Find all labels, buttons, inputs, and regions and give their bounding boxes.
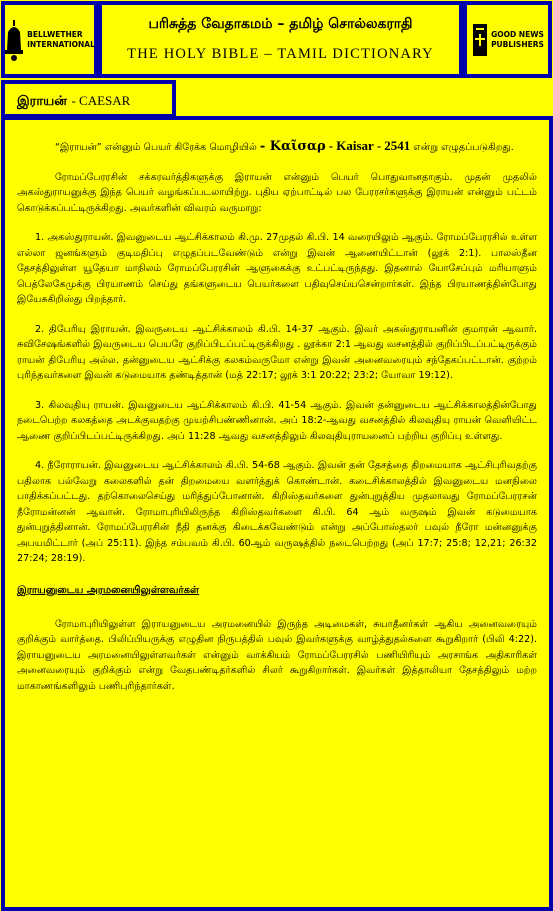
entry-body [1, 116, 553, 911]
book-icon [471, 20, 489, 60]
title-banner [98, 1, 463, 78]
logo-right-line2: PUBLISHERS [491, 39, 544, 49]
list-item-nero: 4. நீரோராயன். இவனுடைய ஆட்சிக்காலம் கி.பி. 54-68 ஆகும். இவன் தன் தேசத்தை திறமையாக ஆட்சிபுரிவதற்கு பதிலாக பல்வேறு கலைகளில் தன் திறமையை வளர்த்துக் கொண்டான். கடைசிக்காலத்தில் இவனுடைய மனநிலை பாதிக்கப்பட்டது. தற்கொலைசெய்து மரித்துப்போனான். கிறிஸ்தவர்களை துன்புறுத்திய முதலாவது ரோமப்பேரரசன் நீரோமன்னன் ஆவான். ரோமாபுரியிலிருந்த கிறிஸ்தவர்களை கி.பி. 64 ஆம் வருஷம் இவன் கடுமையாக துன்புறுத்தினான். ரோமப்பேரரசின் நீதி தனக்கு கிடைக்கவேண்டும் என்று அப்போஸ்தலர் பவுல் நீரோ மன்னனுக்கு அபயமிட்டார் (அப் 25:11). இந்த சம்பவம் கி.பி. 60ஆம் வருஷத்தில் நடைபெற்றது (அப் 17:7; 25:8; 12,21; 26:32 27:24; 28:19). [17, 460, 537, 564]
overview-paragraph: ரோமப்பேரரசின் சக்கரவர்த்திகளுக்கு இராயன் என்னும் பெயர் பொதுவானதாகும். முதன் முதலில் அகஸ்துராயனுக்கு இந்த பெயர் வழங்கப்படலாயிற்று. புதிய ஏற்பாட்டில் பல பேரரசர்களுக்கு இராயன் என்னும் பட்டம் கொடுக்கப்பட்டிருக்கிறது. அவர்களின் விவரம் வருமாறு: [17, 171, 537, 214]
bellwether-logo [1, 1, 98, 78]
list-item-augustus: 1. அகஸ்துராயன். இவனுடைய ஆட்சிக்காலம் கி.மு. 27முதல் கி.பி. 14 வரையிலும் ஆகும். ரோமப்பேரரசில் உள்ள எல்லா ஜனங்களும் குடிமதிப்பு எழுதப்படவேண்டும் என்று இவன் ஆணையிட்டான் (லூக் 2:1). பாலஸ்தீன தேசத்திலுள்ள யூதேயா மாநிலம் ரோமப்பேரரசின் ஆளுகைக்கு உட்பட்டிருந்தது. இதனால் யோசேப்பும் மரியாளும் பெத்லேகேமுக்கு பிரயாணம் செய்து தங்களுடைய பெயர்களை பதிவுசெய்யசென்றார்கள். இந்த பிரயாணத்தின்போது இயேசுகிறிஸ்து பிறந்தார். [17, 232, 537, 305]
entry-heading-box [1, 80, 176, 118]
entry-heading-english: - CAESAR [71, 93, 131, 108]
list-item-claudius: 3. கிலவுதியு ராயன். இவனுடைய ஆட்சிக்காலம் கி.பி. 41-54 ஆகும். இவன் தன்னுடைய ஆட்சிக்காலத்தின்போது நடைபெற்ற கலகத்தை அடக்குவதற்கு முயற்சிபண்ணினான். அப் 18:2-ஆவது வசனத்தில் கிலவுதியு ராயன் வெளியிட்ட ஆணை குறிப்பிடப்பட்டிருக்கிறது. அப் 11:28 ஆவது வசனத்திலும் கிலவுதியுராயனைப் பற்றிய குறிப்பு உள்ளது. [17, 399, 537, 442]
intro-pre: “இராயன்” என்னும் பெயர் கிரேக்க மொழியில் [55, 142, 257, 153]
strongs-number: 2541 [384, 138, 411, 153]
intro-paragraph [17, 138, 537, 156]
good-news-logo [463, 1, 552, 78]
title-english: THE HOLY BIBLE – TAMIL DICTIONARY [127, 46, 434, 62]
list-item-tiberius: 2. திபேரியு இராயன். இவருடைய ஆட்சிக்காலம் கி.பி. 14-37 ஆகும். இவர் அகஸ்துராயனின் குமாரன் ஆவார். சுவிசேஷங்களில் இவருடைய பெயரே குறிப்பிடப்பட்டிருக்கிறது . லூக்கா 2:1 ஆவது வசனத்தில் குறிப்பிடப்பட்டிருக்கும் ராயன் திபேரியு அல்ல. தன்னுடைய ஆட்சிக்கு கலகம்வருமோ என்று இவன் அனைவரையும் சந்தேகப்பட்டான். குற்றம் புரிந்தவர்களை இவன் கடுமையாக தண்டித்தான் (மத் 22:17; லூக் 3:1 20:22; 23:2; யோவா 19:12). [17, 323, 537, 381]
logo-right-line1: GOOD NEWS [491, 29, 544, 39]
intro-post: என்று எழுதப்படுகிறது. [413, 142, 514, 153]
title-tamil: பரிசுத்த வேதாகமம் – தமிழ் சொல்லகராதி [148, 16, 413, 32]
logo-left-line1: BELLWETHER [27, 29, 83, 39]
transliteration: - Kaisar - [328, 138, 382, 153]
subheading: இராயனுடைய அரமனையிலுள்ளவர்கள் [17, 584, 200, 596]
bell-ram-icon [4, 18, 24, 62]
greek-word: - Καῖσαρ [259, 139, 326, 154]
entry-heading [17, 94, 130, 109]
entry-heading-tamil: இராயன் [17, 94, 67, 109]
household-paragraph: ரோமாபுரியிலுள்ள இராயனுடைய அரமனையில் இருந்த அடிமைகள், சுயாதீனர்கள் ஆகிய அனைவரையும் குறிக்கும் வார்த்தை. பிலிப்பியருக்கு எழுதின நிருபத்தில் பவுல் இவர்களுக்கு வாழ்த்துதல்களை கூறுகிறார் (பிலி 4:22). இராயனுடைய அரமனையிலுள்ளவர்கள் என்னும் வாக்கியம் ரோமப்பேரரசில் பணியிரியும் அரசாங்க அதிகாரிகள் அனைவரையும் குறிக்கும் என்று வேதபண்டிதர்களில் சிலர் கூறுகிறார்கள். இவர்கள் இத்தாலியா தேசத்திலும் மற்ற மாகாணங்களிலும் பணிபுரிந்தார்கள். [17, 618, 537, 692]
logo-left-line2: INTERNATIONAL [27, 39, 95, 49]
